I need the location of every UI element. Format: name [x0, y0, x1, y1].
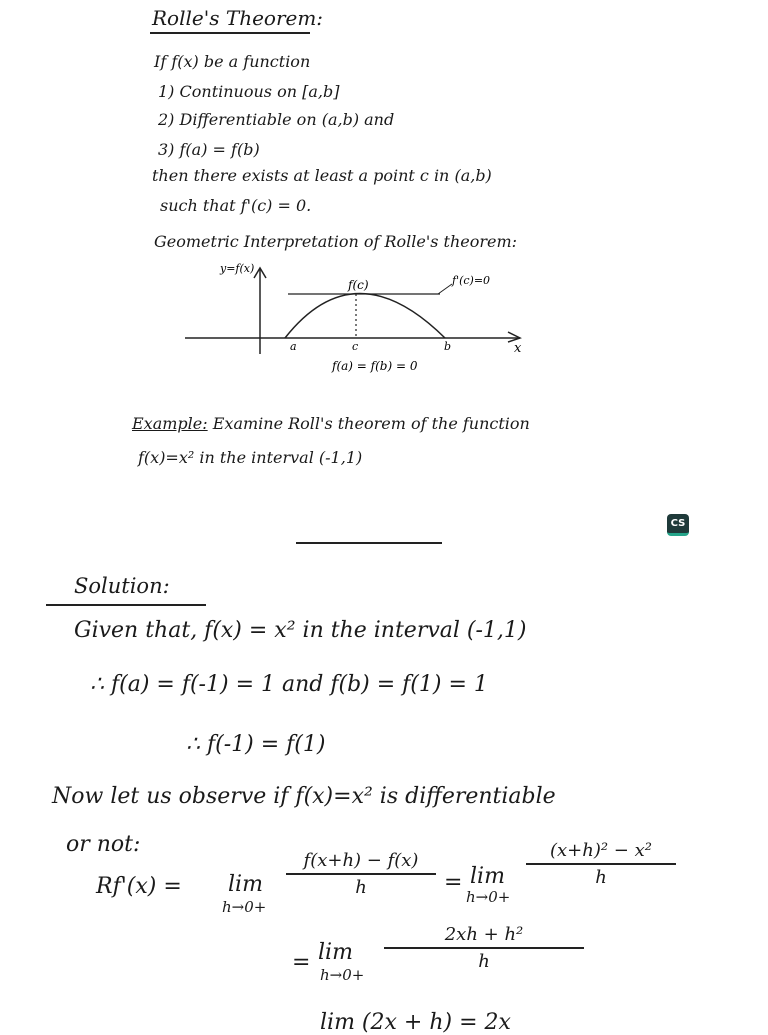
lim-1: lim — [228, 872, 263, 897]
example-label: Example: — [132, 414, 208, 433]
fraction-1 — [286, 850, 436, 898]
values-line: ∴ f(a) = f(-1) = 1 and f(b) = f(1) = 1 — [90, 672, 488, 697]
lim-3: lim — [318, 940, 353, 965]
c-label: c — [352, 340, 359, 353]
lim-1-sub: h→0+ — [222, 898, 267, 916]
camscanner-logo: CS — [667, 514, 689, 536]
example-text: Examine Roll's theorem of the function — [212, 414, 530, 433]
fc-label: f(c) — [348, 278, 369, 292]
equals-2: = — [292, 950, 311, 975]
y-label: y=f(x) — [220, 262, 255, 275]
or-not-line: or not: — [66, 832, 141, 857]
condition-3: 3) f(a) = f(b) — [158, 140, 260, 159]
fraction-3 — [384, 924, 584, 972]
fraction-3-den: h — [478, 950, 490, 972]
example-heading — [132, 414, 530, 433]
a-label: a — [290, 340, 297, 353]
fraction-3-bar — [384, 947, 584, 949]
fraction-2-bar — [526, 863, 676, 865]
fraction-3-num: 2xh + h² — [444, 924, 524, 945]
condition-2: 2) Differentiable on (a,b) and — [158, 110, 395, 129]
fraction-1-den: h — [355, 876, 367, 898]
curve — [285, 294, 445, 339]
conclusion-line2: such that f'(c) = 0. — [160, 196, 312, 215]
equals-1: = — [444, 870, 463, 895]
fraction-2-den: h — [595, 866, 607, 888]
tangent-label: f'(c)=0 — [452, 274, 491, 287]
condition-intro: If f(x) be a function — [154, 52, 311, 71]
observe-line: Now let us observe if f(x)=x² is differentiable — [52, 784, 556, 809]
title-underline — [150, 32, 310, 34]
solution-underline — [46, 604, 206, 606]
equal-label: f(a) = f(b) = 0 — [332, 359, 418, 373]
example-function: f(x)=x² in the interval (-1,1) — [138, 448, 363, 467]
condition-1: 1) Continuous on [a,b] — [158, 82, 340, 101]
conclusion-line1: then there exists at least a point c in (a,b) — [152, 166, 492, 185]
theorem-title: Rolle's Theorem: — [152, 6, 324, 30]
page-divider — [296, 542, 442, 544]
lim-3-sub: h→0+ — [320, 966, 365, 984]
fraction-1-num: f(x+h) − f(x) — [303, 850, 419, 871]
equality-line: ∴ f(-1) = f(1) — [186, 732, 326, 757]
solution-heading: Solution: — [74, 574, 170, 598]
rolle-graph — [180, 254, 540, 404]
tangent-pointer — [438, 284, 452, 294]
lim-2-sub: h→0+ — [466, 888, 511, 906]
rf-left: Rf'(x) = — [96, 874, 182, 899]
given-line: Given that, f(x) = x² in the interval (-1,1) — [74, 618, 527, 643]
fraction-1-bar — [286, 873, 436, 875]
last-line: lim (2x + h) = 2x — [320, 1010, 511, 1035]
x-label: x — [514, 341, 522, 356]
b-label: b — [444, 340, 452, 353]
fraction-2 — [526, 840, 676, 888]
lim-2: lim — [470, 864, 505, 889]
geometric-title: Geometric Interpretation of Rolle's theorem: — [154, 232, 518, 251]
fraction-2-num: (x+h)² − x² — [550, 840, 652, 861]
